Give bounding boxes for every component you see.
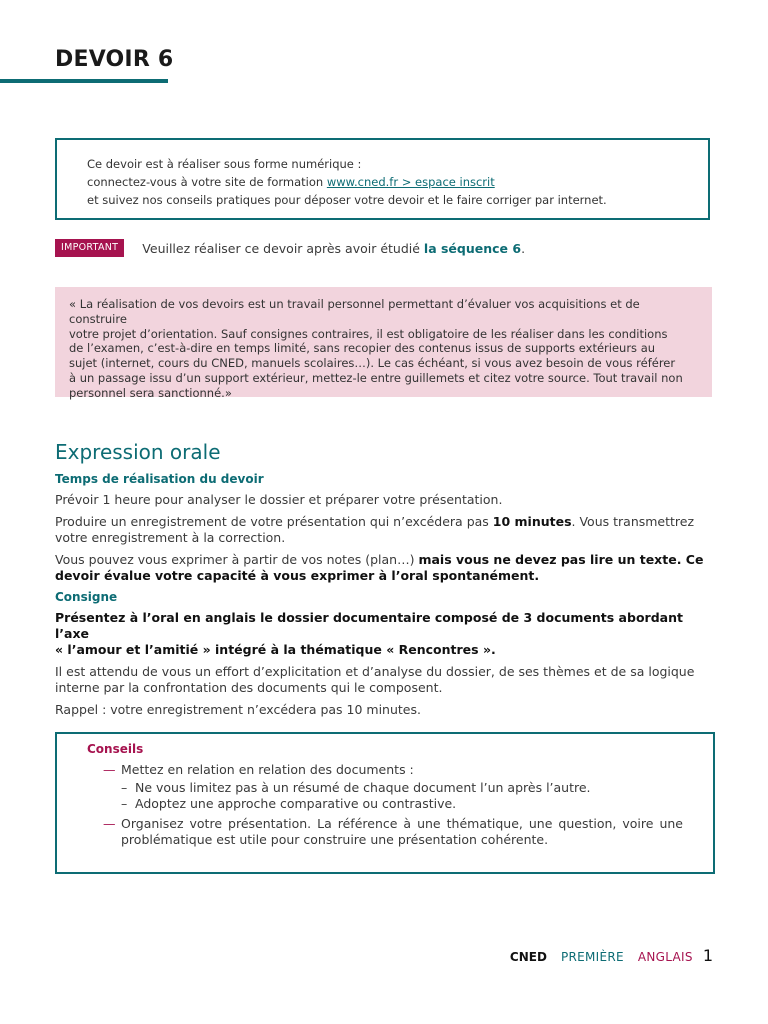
paragraph-recording <box>55 514 715 546</box>
cned-link[interactable]: www.cned.fr > espace inscrit <box>326 175 495 189</box>
conseil-subitem <box>121 780 683 796</box>
consigne-subheading: Consigne <box>55 590 118 604</box>
integrity-quote-box <box>55 287 712 400</box>
notice-line-3: et suivez nos conseils pratiques pour déposer votre devoir et le faire corriger par internet. <box>87 193 607 207</box>
paragraph-notes <box>55 552 715 584</box>
footer-org: CNED <box>509 950 547 964</box>
quote-line: de l’examen, c’est-à-dire en temps limité, sans recopier des contenus issus de supports extérieurs au <box>69 341 656 356</box>
paragraph-recording-a: Produire un enregistrement de votre présentation qui n’excédera pas <box>55 514 493 529</box>
dash-bullet: — <box>103 762 116 777</box>
paragraph-prepare: Prévoir 1 heure pour analyser le dossier et préparer votre présentation. <box>55 492 503 507</box>
main-section <box>55 440 715 724</box>
title-underline <box>0 79 168 83</box>
quote-line: sujet (internet, cours du CNED, manuels scolaires…). Le cas échéant, si vous avez besoin de vous référer <box>69 356 676 371</box>
section-heading: Expression orale <box>55 440 221 464</box>
important-row <box>55 238 525 258</box>
subdash-bullet: – <box>121 780 128 795</box>
important-badge: IMPORTANT <box>55 239 124 257</box>
paragraph-notes-a: Vous pouvez vous exprimer à partir de vos notes (plan…) <box>55 552 419 567</box>
quote-line: votre projet d’orientation. Sauf consignes contraires, il est obligatoire de les réaliser dans les conditions <box>69 326 668 341</box>
important-text <box>142 241 525 256</box>
time-subheading: Temps de réalisation du devoir <box>55 472 264 486</box>
quote-line: « La réalisation de vos devoirs est un travail personnel permettant d’évaluer vos acquisitions et de construire <box>69 297 640 326</box>
quote-line: personnel sera sanctionné.» <box>69 385 232 400</box>
footer-subject: ANGLAIS <box>637 950 693 964</box>
consigne-line-1: Présentez à l’oral en anglais le dossier documentaire composé de 3 documents abordant l’axe <box>55 610 683 641</box>
sequence-reference: la séquence 6 <box>423 240 522 256</box>
paragraph-notes-b: mais vous ne devez pas lire un texte. Ce devoir évalue votre capacité à vous exprimer à l’oral spontanément. <box>55 552 704 583</box>
paragraph-recording-c: . Vous transmettrez votre enregistrement à la correction. <box>55 514 695 545</box>
notice-line-2-text: connectez-vous à votre site de formation <box>87 175 327 189</box>
conseil-item <box>87 816 683 848</box>
conseil-item-text: Organisez votre présentation. La référence à une thématique, une question, voire une problématique est utile pour construire une présentation cohérente. <box>121 816 683 847</box>
notice-line-2 <box>87 173 708 191</box>
submission-notice-box <box>55 138 710 220</box>
consigne-line-2: « l’amour et l’amitié » intégré à la thématique « Rencontres ». <box>55 642 496 657</box>
conseils-title: Conseils <box>87 742 144 756</box>
conseils-box <box>55 732 715 874</box>
conseil-subitem-text: Ne vous limitez pas à un résumé de chaque document l’un après l’autre. <box>135 780 591 795</box>
notice-line-1: Ce devoir est à réaliser sous forme numérique : <box>87 157 362 171</box>
conseil-item-text: Mettez en relation en relation des documents : <box>121 762 414 777</box>
dash-bullet: — <box>103 816 116 831</box>
conseil-subitem <box>121 796 683 812</box>
conseil-subitem-text: Adoptez une approche comparative ou contrastive. <box>135 796 457 811</box>
page-number: 1 <box>702 946 713 965</box>
paragraph-recording-duration: 10 minutes <box>492 514 572 529</box>
important-text-prefix: Veuillez réaliser ce devoir après avoir étudié <box>142 240 424 256</box>
paragraph-expectation: Il est attendu de vous un effort d’explicitation et d’analyse du dossier, de ses thèmes et de sa logique interne par la confrontation des documents qui le composent. <box>55 664 695 695</box>
footer-level: PREMIÈRE <box>560 950 624 964</box>
paragraph-reminder: Rappel : votre enregistrement n’excédera pas 10 minutes. <box>55 702 421 717</box>
page-title: DEVOIR 6 <box>55 47 174 72</box>
subdash-bullet: – <box>121 796 128 811</box>
quote-line: à un passage issu d’un support extérieur, mettez-le entre guillemets et citez votre source. Tout travail non <box>69 370 683 385</box>
important-text-suffix: . <box>521 240 526 256</box>
page-footer <box>510 946 713 965</box>
conseil-item <box>87 762 683 778</box>
consigne-text <box>55 610 715 658</box>
